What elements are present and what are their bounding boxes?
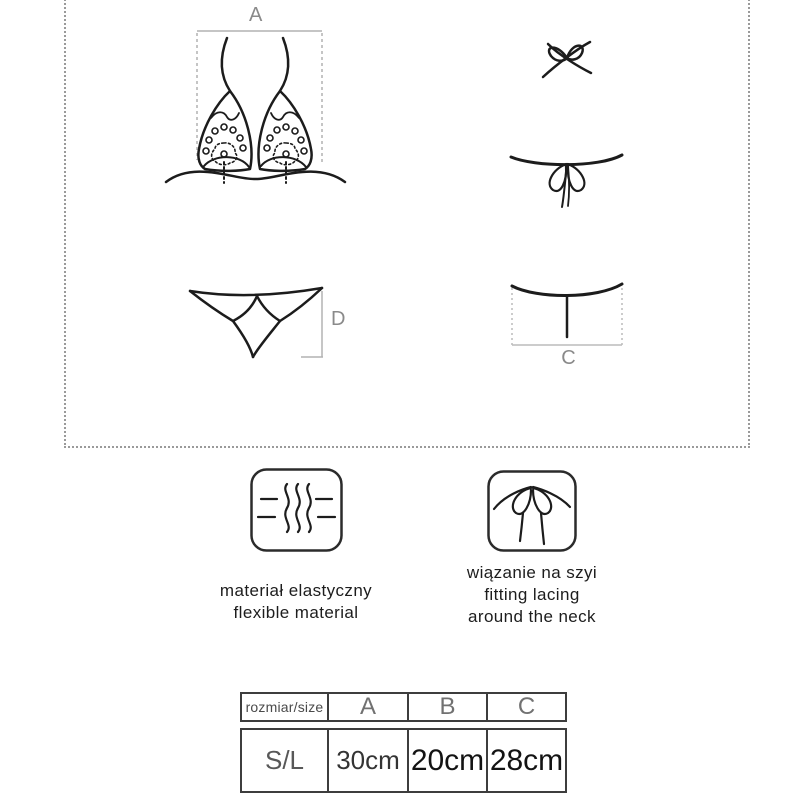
- brief-height-bracket: [301, 291, 323, 357]
- neck-lacing-icon: [487, 470, 577, 552]
- neck-lacing-caption-en1: fitting lacing: [484, 585, 580, 604]
- neck-lacing-caption-en2: around the neck: [468, 607, 596, 626]
- size-value: S/L: [264, 745, 305, 775]
- bra-width-label: A: [249, 4, 264, 26]
- measure-a-value: 30cm: [327, 730, 407, 791]
- size-table-header-a: A: [327, 694, 407, 720]
- measure-b-value: 20cm: [407, 730, 486, 791]
- flexible-material-caption-pl: materiał elastyczny: [219, 581, 373, 600]
- size-table-header-b: B: [407, 694, 486, 720]
- bra-top-drawing: [166, 38, 345, 183]
- brief-height-label: D: [331, 308, 347, 330]
- back-strap-bow-drawing: [511, 155, 622, 207]
- flexible-material-caption: [164, 580, 428, 624]
- brief-drawing: [190, 288, 322, 357]
- size-table: [240, 692, 567, 793]
- measure-c-value: 28cm: [486, 730, 565, 791]
- size-table-header-size: rozmiar/size: [245, 699, 324, 715]
- size-table-header-c: C: [486, 694, 565, 720]
- back-band-drawing: [512, 284, 622, 337]
- flexible-material-icon: [250, 468, 343, 552]
- flexible-material-caption-en: flexible material: [233, 603, 359, 622]
- size-table-data-row: [240, 728, 567, 793]
- size-table-header-row: [240, 692, 567, 722]
- neck-lacing-caption: [400, 562, 664, 628]
- neck-tie-drawing: [543, 42, 591, 77]
- back-band-label: C: [561, 347, 577, 369]
- neck-lacing-caption-pl: wiązanie na szyi: [466, 563, 598, 582]
